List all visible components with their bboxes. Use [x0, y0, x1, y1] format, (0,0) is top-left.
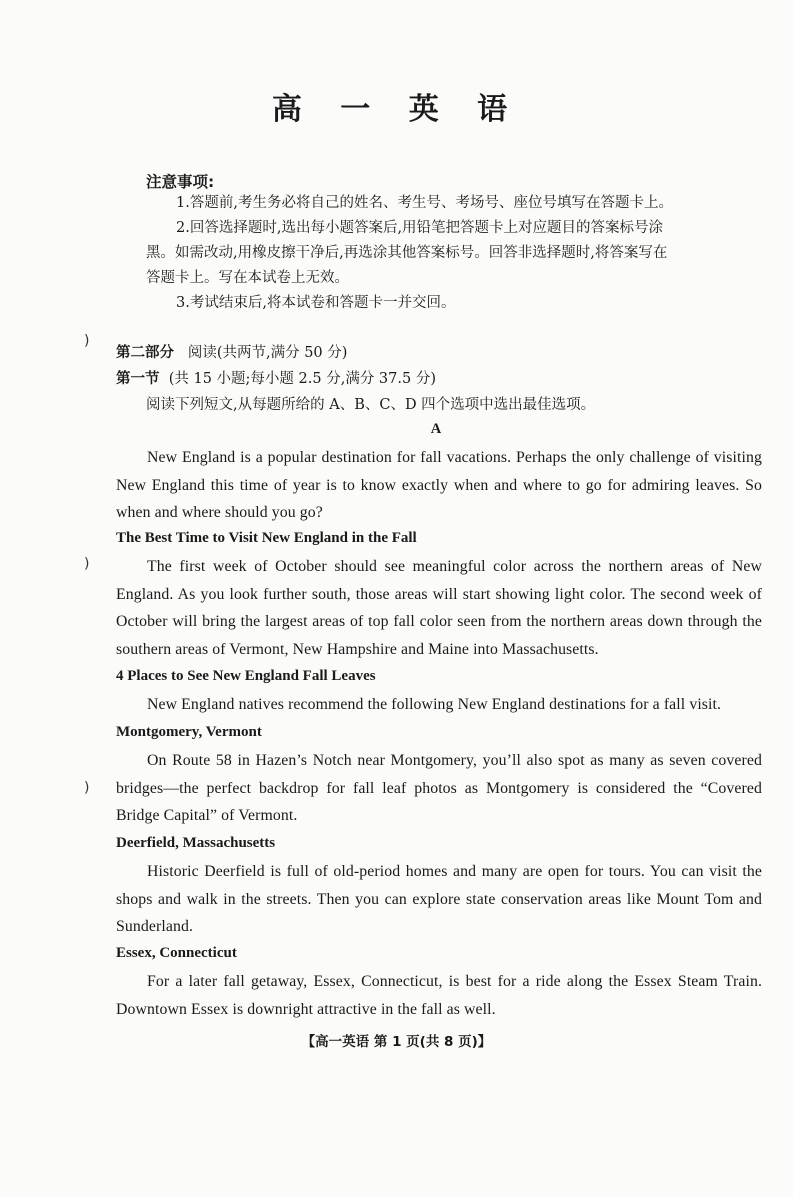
heading-best-time: The Best Time to Visit New England in the Fall: [116, 530, 417, 546]
notice-item-2-line-1: 2.回答选择题时,选出每小题答案后,用铅笔把答题卡上对应题目的答案标号涂: [176, 220, 664, 236]
notice-list: [146, 191, 726, 316]
part-label: 第二部分: [116, 345, 174, 361]
notice-item-2-line-2: 黑。如需改动,用橡皮擦干净后,再选涂其他答案标号。回答非选择题时,将答案写在: [146, 245, 668, 261]
paragraph-places: New England natives recommend the following New England destinations for a fall visit.: [147, 696, 722, 713]
part-desc: 阅读(共两节,满分 50 分): [187, 345, 348, 361]
section-label: 第一节: [116, 371, 160, 387]
paragraph-montgomery: On Route 58 in Hazen’s Notch near Montgomery, you’ll also spot as many as seven covered bridges—the perfect backdrop for fall leaf photos as Montgomery is considered the “Covered Bridge Capital” of Vermont.: [116, 752, 762, 824]
heading-essex: Essex, Connecticut: [116, 945, 237, 961]
passage-letter: A: [430, 421, 442, 437]
part-heading: [116, 341, 347, 362]
reading-instruction: 阅读下列短文,从每题所给的 A、B、C、D 四个选项中选出最佳选项。: [146, 397, 596, 413]
notice-item-2-line-3: 答题卡上。写在本试卷上无效。: [146, 270, 349, 286]
paragraph-essex: For a later fall getaway, Essex, Connecticut, is best for a ride along the Essex Steam Train. Downtown Essex is downright attractive in the fall as well.: [116, 973, 762, 1018]
margin-mark: ): [84, 780, 90, 796]
section-heading: [116, 367, 436, 388]
passage-intro: New England is a popular destination for fall vacations. Perhaps the only challenge of visiting New England this time of year is to know exactly when and where to go for admiring leaves. So when and where should you go?: [116, 449, 762, 521]
margin-mark: ): [84, 333, 90, 349]
notice-item-1: 1.答题前,考生务必将自己的姓名、考生号、考场号、座位号填写在答题卡上。: [176, 195, 673, 211]
page-title: 高 一 英 语: [271, 92, 522, 127]
heading-deerfield: Deerfield, Massachusetts: [116, 835, 276, 851]
heading-montgomery: Montgomery, Vermont: [116, 724, 262, 740]
margin-mark: ): [84, 556, 90, 572]
notice-item-3: 3.考试结束后,将本试卷和答题卡一并交回。: [176, 295, 456, 311]
paragraph-best-time: The first week of October should see meaningful color across the northern areas of New England. As you look further south, those areas will start showing light color. The second week of October will bring the largest areas of top fall color seen from the northern areas down through the southern areas of Vermont, New Hampshire and Maine into Massachusetts.: [116, 558, 762, 658]
section-desc: (共 15 小题;每小题 2.5 分,满分 37.5 分): [168, 371, 436, 387]
page-footer: 【高一英语 第 1 页(共 8 页)】: [301, 1034, 492, 1050]
notice-heading: 注意事项:: [146, 173, 215, 191]
heading-places: 4 Places to See New England Fall Leaves: [116, 668, 376, 684]
paragraph-deerfield: Historic Deerfield is full of old-period homes and many are open for tours. You can visit the shops and walk in the streets. Then you can explore state conservation areas like Mount Tom and Sunderland.: [116, 863, 762, 935]
